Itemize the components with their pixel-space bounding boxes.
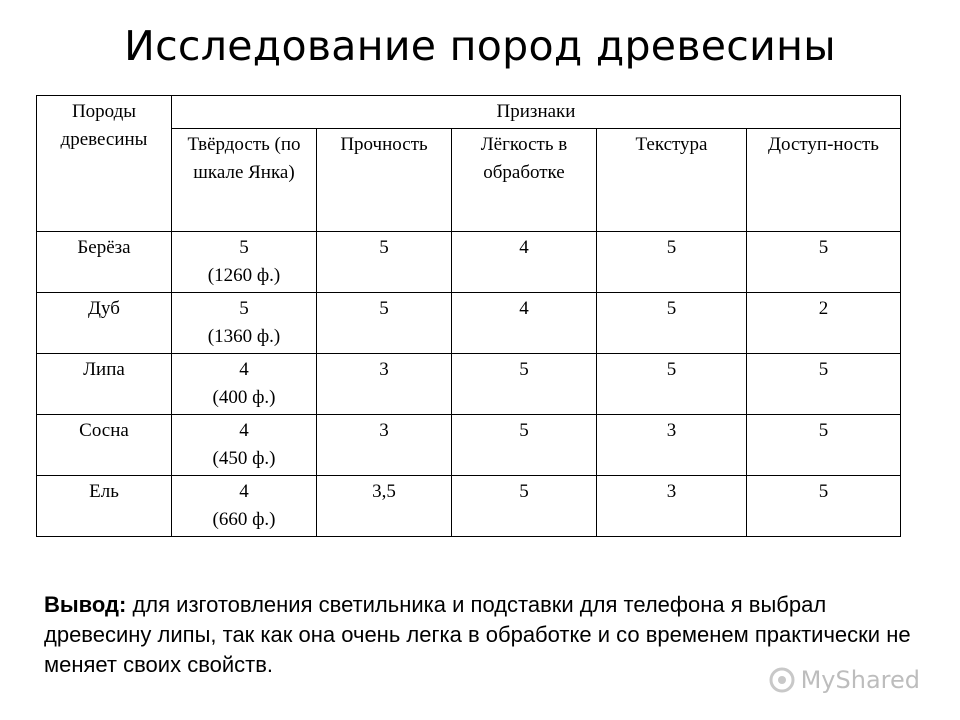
- watermark-text: MyShared: [800, 666, 920, 694]
- species-cell: Дуб: [37, 293, 172, 354]
- texture-cell: 5: [597, 354, 747, 415]
- strength-cell: 5: [317, 232, 452, 293]
- species-cell: Липа: [37, 354, 172, 415]
- hardness-cell: [172, 293, 317, 354]
- hardness-note: (1360 ф.): [207, 325, 281, 347]
- wood-comparison-table: [36, 95, 901, 537]
- hardness-note: (400 ф.): [212, 386, 276, 408]
- table-row: [37, 354, 901, 415]
- hardness-cell: [172, 354, 317, 415]
- species-cell: Берёза: [37, 232, 172, 293]
- hardness-note: (450 ф.): [212, 447, 276, 469]
- column-header-hardness: Твёрдость (по шкале Янка): [172, 129, 317, 232]
- header-group: Признаки: [172, 96, 901, 129]
- texture-cell: 5: [597, 293, 747, 354]
- hardness-value: 4: [239, 481, 249, 502]
- texture-cell: 3: [597, 415, 747, 476]
- ease-cell: 4: [452, 232, 597, 293]
- conclusion-text: для изготовления светильника и подставки для телефона я выбрал древесину липы, так как она очень легка в обработке и со временем практически не меняет своих свойств.: [44, 592, 911, 677]
- hardness-value: 4: [239, 359, 249, 380]
- hardness-cell: [172, 476, 317, 537]
- hardness-note: (660 ф.): [212, 508, 276, 530]
- column-header-texture: Текстура: [597, 129, 747, 232]
- column-header-availability: Доступ-ность: [747, 129, 901, 232]
- header-species: Породы древесины: [37, 96, 172, 232]
- availability-cell: 5: [747, 354, 901, 415]
- table-row: [37, 232, 901, 293]
- hardness-note: (1260 ф.): [207, 264, 281, 286]
- page-title: Исследование пород древесины: [124, 22, 836, 70]
- hardness-value: 5: [239, 237, 249, 258]
- availability-cell: 5: [747, 232, 901, 293]
- ease-cell: 5: [452, 415, 597, 476]
- hardness-cell: [172, 415, 317, 476]
- table-row: [37, 476, 901, 537]
- species-cell: Сосна: [37, 415, 172, 476]
- table-row: [37, 293, 901, 354]
- watermark: [769, 666, 920, 694]
- ease-cell: 5: [452, 476, 597, 537]
- hardness-cell: [172, 232, 317, 293]
- availability-cell: 5: [747, 476, 901, 537]
- species-cell: Ель: [37, 476, 172, 537]
- column-header-ease: Лёгкость в обработке: [452, 129, 597, 232]
- conclusion-label: Вывод:: [44, 592, 127, 617]
- strength-cell: 3,5: [317, 476, 452, 537]
- texture-cell: 5: [597, 232, 747, 293]
- ease-cell: 5: [452, 354, 597, 415]
- column-header-strength: Прочность: [317, 129, 452, 232]
- table-row: [37, 415, 901, 476]
- hardness-value: 4: [239, 420, 249, 441]
- strength-cell: 3: [317, 354, 452, 415]
- ease-cell: 4: [452, 293, 597, 354]
- myshared-logo-icon: [769, 667, 795, 693]
- strength-cell: 5: [317, 293, 452, 354]
- hardness-value: 5: [239, 298, 249, 319]
- texture-cell: 3: [597, 476, 747, 537]
- strength-cell: 3: [317, 415, 452, 476]
- availability-cell: 2: [747, 293, 901, 354]
- availability-cell: 5: [747, 415, 901, 476]
